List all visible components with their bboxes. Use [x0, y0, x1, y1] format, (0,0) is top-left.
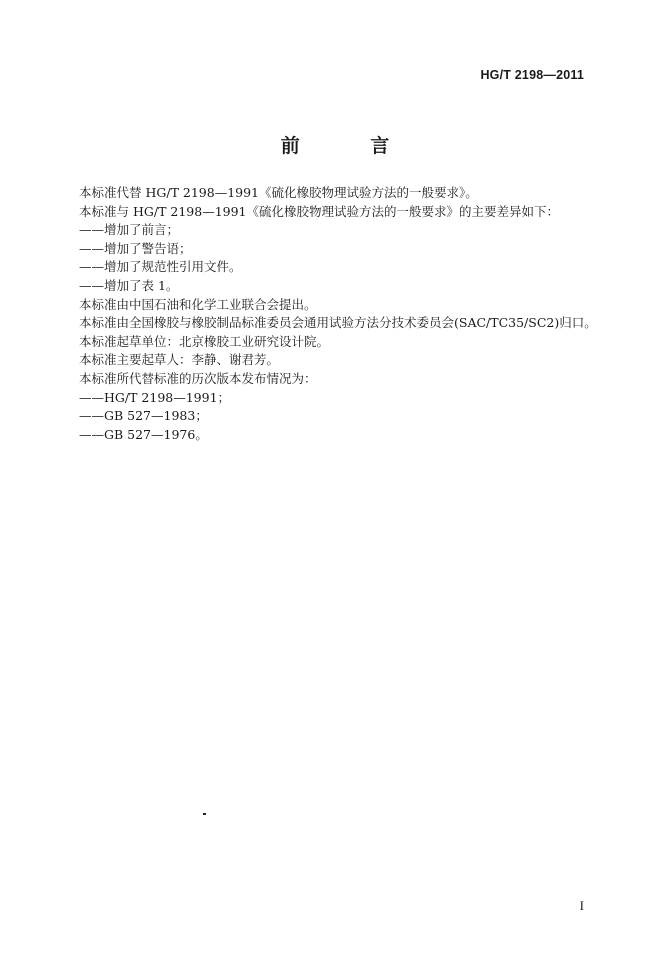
paragraph-line: 本标准由全国橡胶与橡胶制品标准委员会通用试验方法分技术委员会(SAC/TC35/SC2)归口。 [79, 315, 597, 331]
list-item: ——HG/T 2198—1991； [79, 389, 231, 405]
paragraph-line: 本标准代替 HG/T 2198—1991《硫化橡胶物理试验方法的一般要求》。 [79, 185, 478, 200]
standard-code: HG/T 2198—2011 [480, 68, 584, 82]
paragraph-line: 本标准与 HG/T 2198—1991《硫化橡胶物理试验方法的一般要求》的主要差异如下： [79, 203, 560, 219]
page-title: 前 言 [280, 135, 422, 157]
paragraph-line: 本标准由中国石油和化学工业联合会提出。 [79, 296, 317, 312]
list-item: ——增加了前言； [79, 222, 180, 238]
paragraph-line: 本标准所代替标准的历次版本发布情况为： [79, 370, 317, 386]
list-item: ——增加了规范性引用文件。 [79, 259, 242, 275]
paragraph-line: 本标准主要起草人：李静、谢君芳。 [79, 352, 280, 368]
list-item: ——GB 527—1983； [79, 408, 208, 424]
page-number: I [579, 898, 584, 913]
list-item: ——增加了表 1。 [79, 277, 179, 293]
list-item: ——GB 527—1976。 [79, 426, 208, 442]
foreword-body [79, 184, 609, 444]
list-item: ——增加了警告语； [79, 240, 192, 256]
scan-speck [203, 813, 206, 815]
paragraph-line: 本标准起草单位：北京橡胶工业研究设计院。 [79, 333, 330, 349]
